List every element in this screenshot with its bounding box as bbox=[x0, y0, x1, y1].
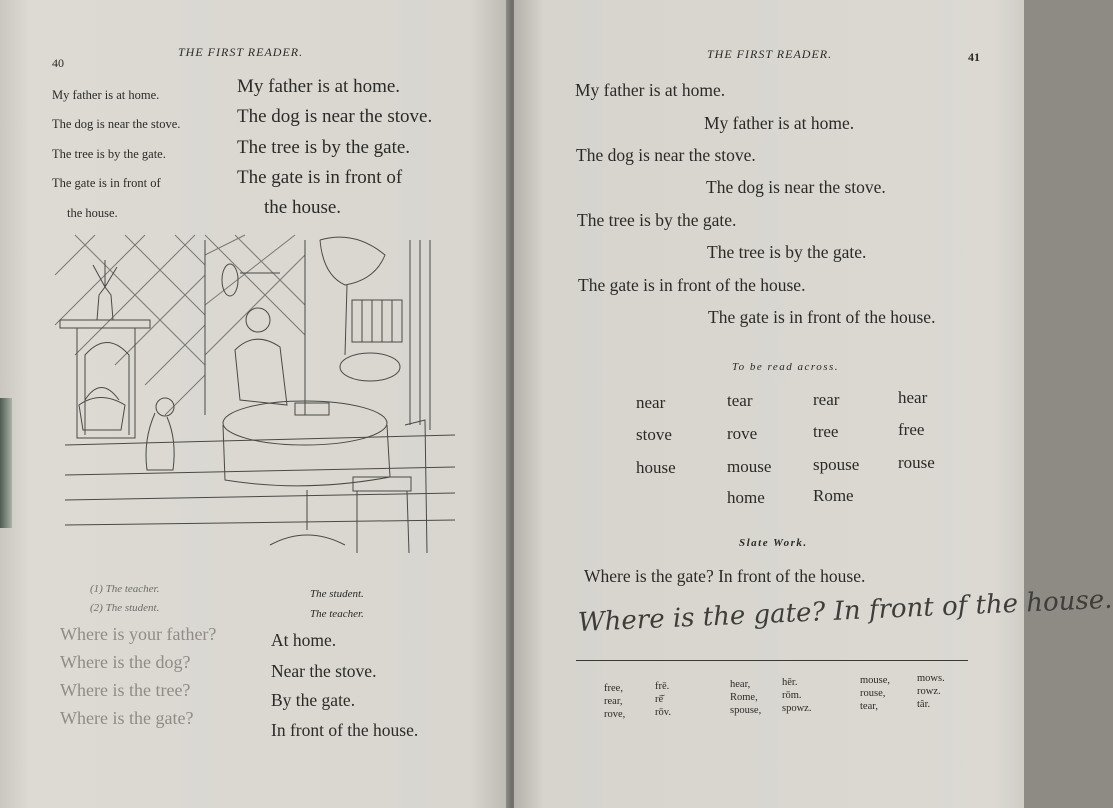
wallpaper-pattern bbox=[55, 235, 305, 415]
left-page bbox=[0, 0, 512, 808]
answer-text: In front of the house. bbox=[271, 720, 419, 740]
word-cell: hear bbox=[898, 388, 928, 407]
slate-print-line: Where is the gate? In front of the house. bbox=[584, 566, 866, 586]
small-line: The dog is near the stove. bbox=[52, 117, 181, 131]
pronunciation-column: mouse, rouse, tear, bbox=[860, 675, 891, 712]
word-cell: Rome bbox=[813, 486, 854, 505]
large-line: The gate is in front of bbox=[237, 167, 403, 188]
question-text: Where is the tree? bbox=[60, 680, 191, 700]
role-label: (1) The teacher. bbox=[90, 583, 160, 595]
pronunciation-column: free, rear, rove, bbox=[604, 683, 626, 720]
right-page bbox=[514, 0, 1113, 808]
pronunciation-column: hear, Rome, spouse, bbox=[730, 679, 762, 716]
small-line: the house. bbox=[67, 206, 118, 220]
page-number-right: 41 bbox=[968, 50, 980, 64]
pronunciation-column: frē. rē̆ rōv. bbox=[655, 681, 671, 718]
word-cell: rouse bbox=[898, 453, 935, 472]
answer-text: At home. bbox=[271, 630, 337, 650]
reading-line: The gate is in front of the house. bbox=[578, 275, 806, 295]
footnote-rule bbox=[576, 660, 968, 661]
reading-line: My father is at home. bbox=[704, 113, 855, 133]
small-line: The gate is in front of bbox=[52, 176, 161, 190]
page-edge-tab bbox=[0, 398, 12, 528]
large-line: The dog is near the stove. bbox=[237, 106, 433, 127]
answer-text: Near the stove. bbox=[271, 661, 377, 681]
reading-line: My father is at home. bbox=[575, 80, 726, 100]
slate-caption: Slate Work. bbox=[739, 537, 808, 549]
word-cell: rear bbox=[813, 390, 840, 409]
slate-script-line: Where is the gate? In front of the house. bbox=[577, 584, 1113, 638]
large-line: The tree is by the gate. bbox=[237, 137, 411, 158]
pronunciation-column: hēr. rōm. spowz. bbox=[782, 677, 812, 714]
engraving-illustration bbox=[55, 235, 465, 560]
running-header-right: THE FIRST READER. bbox=[707, 47, 833, 61]
word-cell: stove bbox=[636, 425, 672, 444]
question-text: Where is the dog? bbox=[60, 652, 191, 672]
role-label: The teacher. bbox=[310, 608, 364, 620]
reading-line: The dog is near the stove. bbox=[706, 177, 886, 197]
word-cell: free bbox=[898, 420, 925, 439]
across-caption: To be read across. bbox=[732, 361, 840, 373]
word-cell: tear bbox=[727, 391, 753, 410]
reading-line: The gate is in front of the house. bbox=[708, 307, 936, 327]
reading-line: The dog is near the stove. bbox=[576, 145, 756, 165]
word-cell: house bbox=[636, 458, 676, 477]
small-line: The tree is by the gate. bbox=[52, 147, 166, 161]
answer-text: By the gate. bbox=[271, 690, 356, 710]
question-text: Where is the gate? bbox=[60, 708, 194, 728]
large-line: the house. bbox=[264, 197, 342, 218]
word-cell: spouse bbox=[813, 455, 860, 474]
word-cell: tree bbox=[813, 422, 839, 441]
role-label: The student. bbox=[310, 588, 364, 600]
word-cell: near bbox=[636, 393, 666, 412]
pronunciation-column: mows. rowz. târ. bbox=[917, 673, 945, 710]
word-cell: rove bbox=[727, 424, 758, 443]
running-header-left: THE FIRST READER. bbox=[178, 45, 304, 59]
role-label: (2) The student. bbox=[90, 602, 160, 614]
word-cell: mouse bbox=[727, 457, 772, 476]
reading-line: The tree is by the gate. bbox=[707, 242, 867, 262]
large-line: My father is at home. bbox=[237, 76, 401, 97]
question-text: Where is your father? bbox=[60, 624, 217, 644]
page-number-left: 40 bbox=[52, 56, 64, 70]
small-line: My father is at home. bbox=[52, 88, 160, 102]
word-cell: home bbox=[727, 488, 765, 507]
reading-line: The tree is by the gate. bbox=[577, 210, 737, 230]
